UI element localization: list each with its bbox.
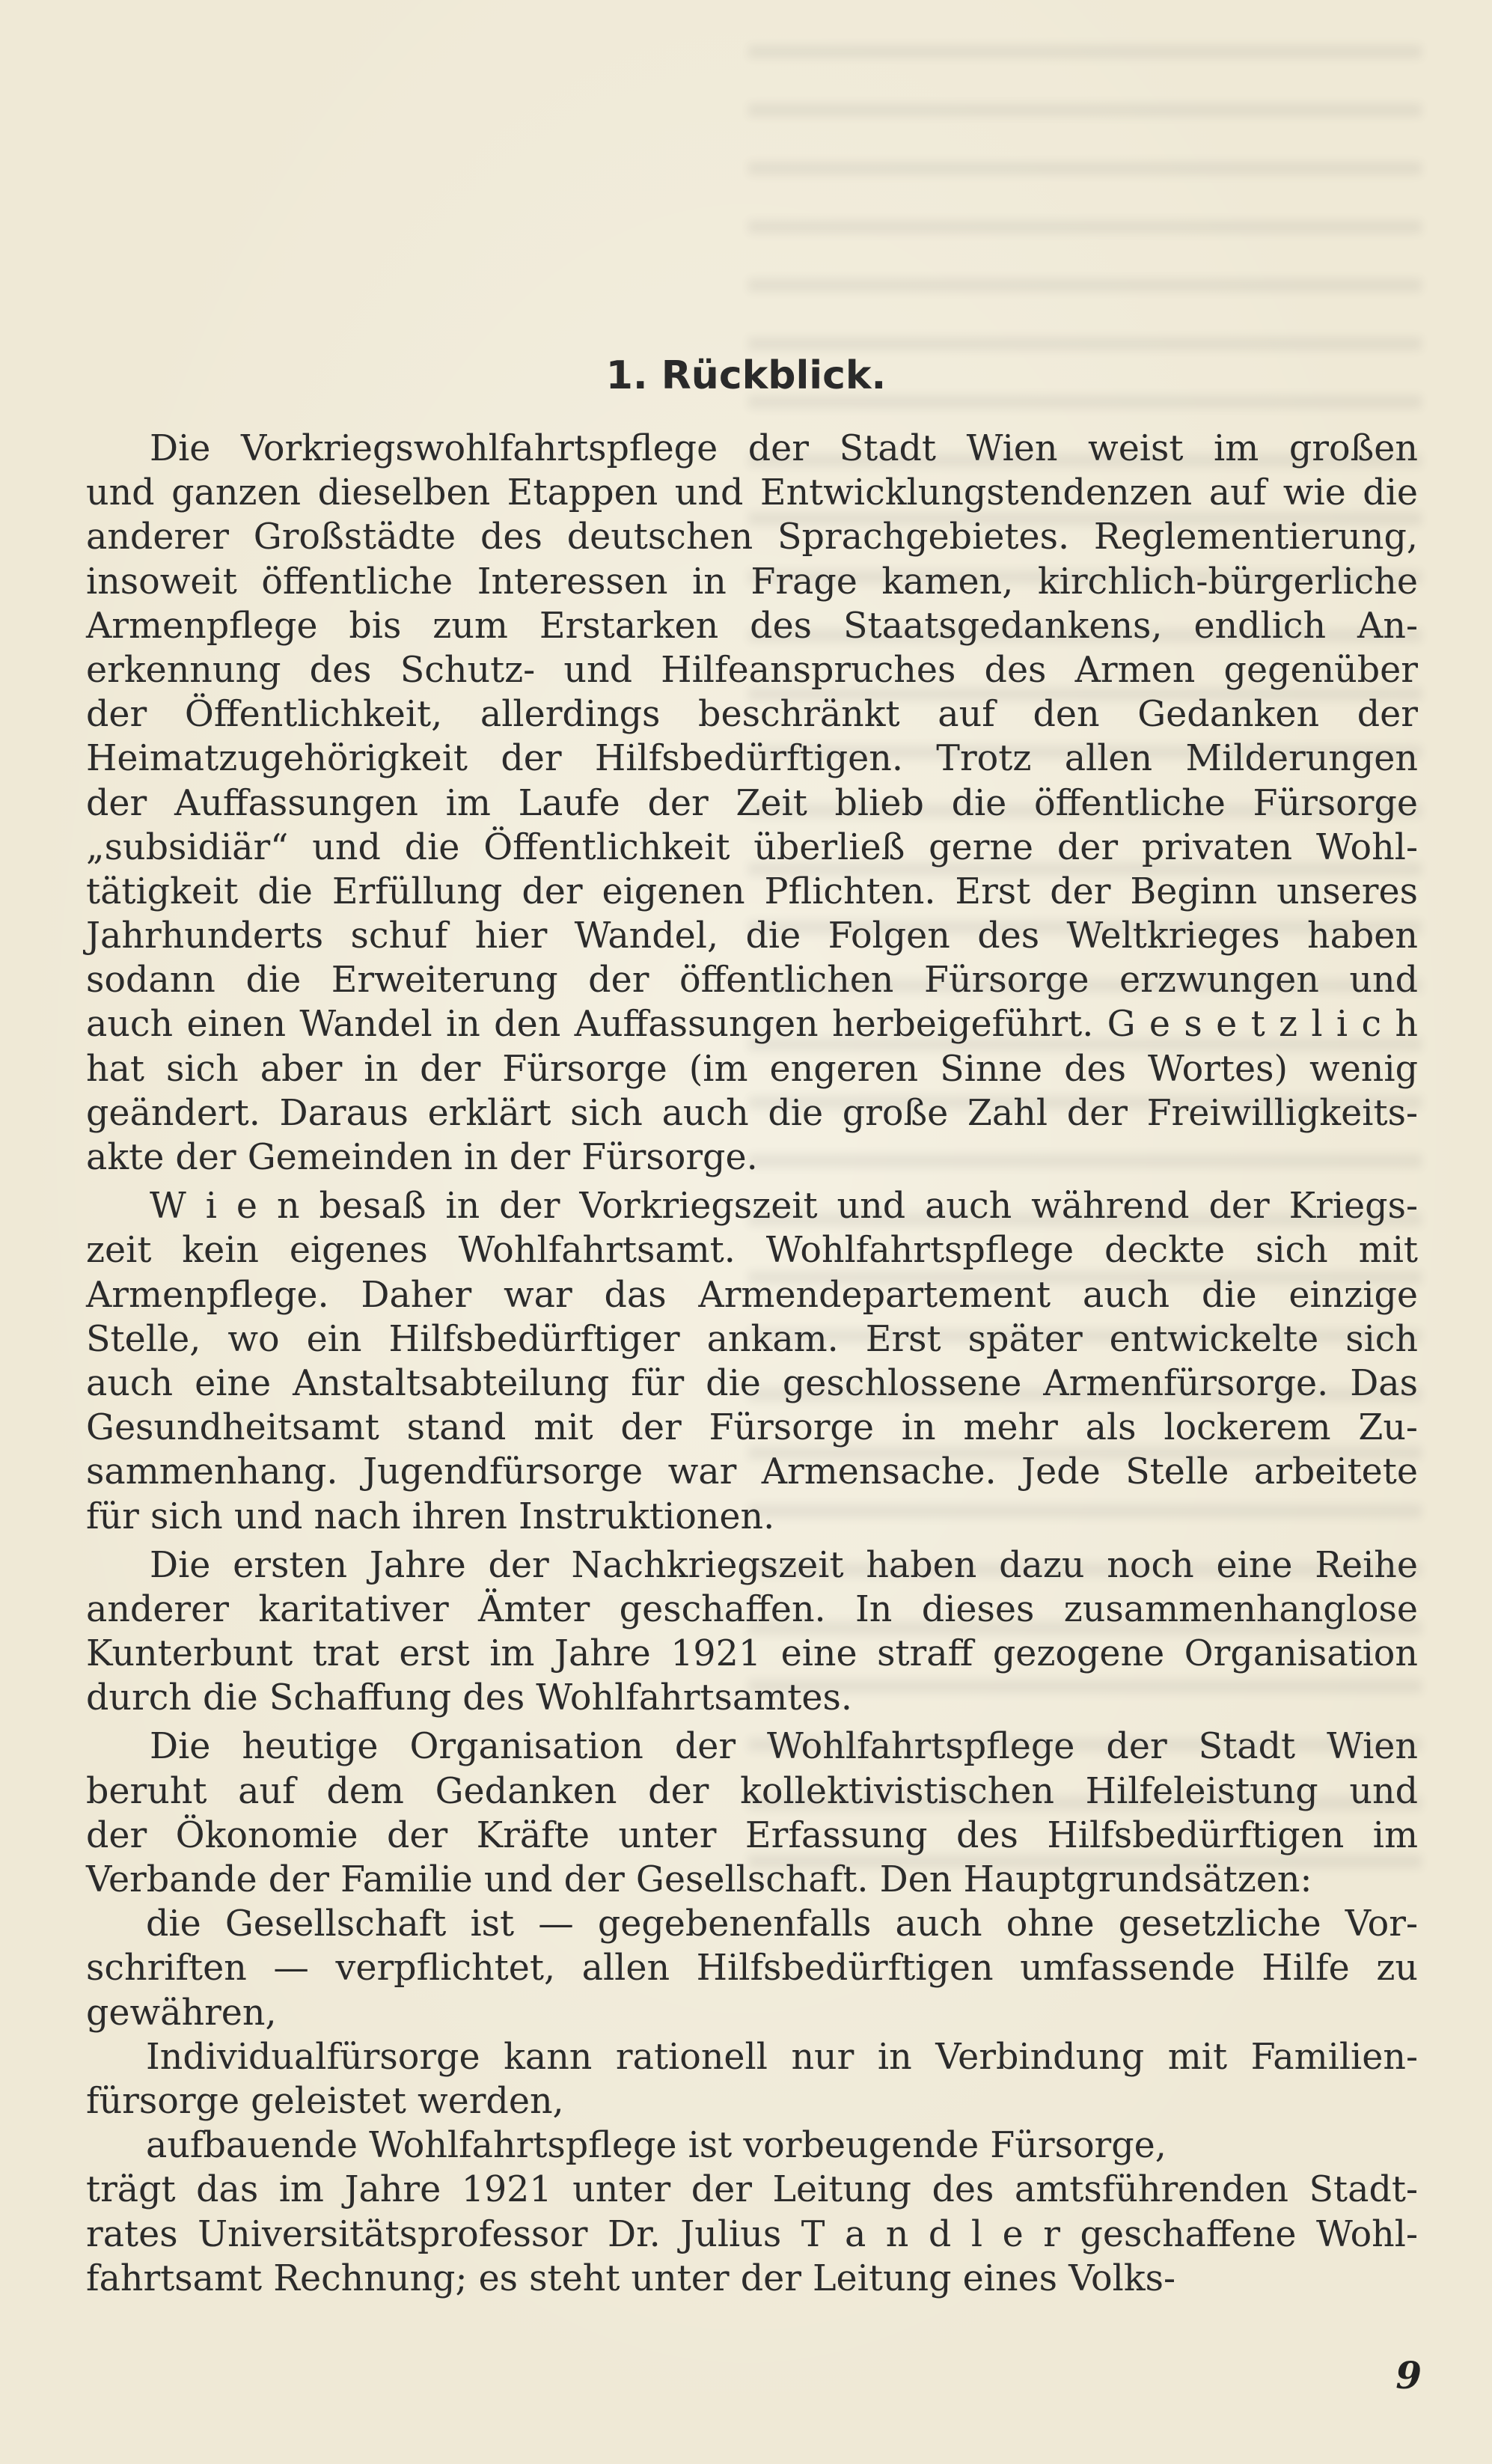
- text-line: Die Vorkriegswohlfahrtspflege der Stadt Wien weist im großen: [150, 428, 1418, 469]
- text-line: fahrtsamt Rechnung; es steht unter der Leitung eines Volks-: [86, 2257, 1176, 2299]
- text-line: rates Universitätsprofessor Dr. Julius T a n d l e r geschaffene Wohl-: [86, 2213, 1418, 2255]
- text-line: Jahrhunderts schuf hier Wandel, die Folgen des Weltkrieges haben: [86, 915, 1418, 957]
- text-line: hat sich aber in der Fürsorge (im engeren Sinne des Wortes) wenig: [86, 1048, 1418, 1090]
- paragraph: [86, 2168, 1418, 2301]
- text-line: schriften — verpflichtet, allen Hilfsbedürftigen umfassende Hilfe zu: [86, 1948, 1418, 1989]
- text-line: auch einen Wandel in den Auffassungen herbeigeführt. G e s e t z l i c h: [86, 1004, 1418, 1046]
- text-line: Stelle, wo ein Hilfsbedürftiger ankam. Erst später entwickelte sich: [86, 1318, 1418, 1360]
- page-number: 9: [1395, 2353, 1422, 2397]
- text-line: der Auffassungen im Laufe der Zeit blieb die öffentliche Fürsorge: [86, 782, 1418, 824]
- text-line: Gesundheitsamt stand mit der Fürsorge in mehr als lockerem Zu-: [86, 1407, 1418, 1449]
- text-line: Kunterbunt trat erst im Jahre 1921 eine straff gezogene Organisation: [86, 1633, 1418, 1675]
- text-line: auch eine Anstaltsabteilung für die geschlossene Armenfürsorge. Das: [86, 1362, 1418, 1404]
- text-line: für sich und nach ihren Instruktionen.: [86, 1495, 775, 1537]
- text-line: der Öffentlichkeit, allerdings beschränkt auf den Gedanken der: [86, 694, 1418, 736]
- text-line: W i e n besaß in der Vorkriegszeit und auch während der Kriegs-: [150, 1186, 1418, 1228]
- text-line: gewähren,: [86, 1992, 277, 2034]
- text-line: zeit kein eigenes Wohlfahrtsamt. Wohlfahrtspflege deckte sich mit: [86, 1230, 1418, 1272]
- paragraph: [86, 427, 1418, 1180]
- text-line: Die heutige Organisation der Wohlfahrtspflege der Stadt Wien: [150, 1726, 1418, 1768]
- text-line: akte der Gemeinden in der Fürsorge.: [86, 1137, 758, 1178]
- text-line: der Ökonomie der Kräfte unter Erfassung des Hilfsbedürftigen im: [86, 1814, 1418, 1856]
- text-line: Heimatzugehörigkeit der Hilfsbedürftigen. Trotz allen Milderungen: [86, 738, 1418, 780]
- paragraph: [86, 1184, 1418, 1539]
- text-line: die Gesellschaft ist — gegebenenfalls auch ohne gesetzliche Vor-: [146, 1903, 1418, 1945]
- list-item: [86, 1902, 1418, 2035]
- text-line: insoweit öffentliche Interessen in Frage kamen, kirchlich-bürgerliche: [86, 561, 1418, 603]
- text-line: fürsorge geleistet werden,: [86, 2080, 564, 2122]
- text-line: anderer karitativer Ämter geschaffen. In dieses zusammenhanglose: [86, 1588, 1418, 1630]
- text-line: Die ersten Jahre der Nachkriegszeit haben dazu noch eine Reihe: [150, 1544, 1418, 1586]
- text-line: sodann die Erweiterung der öffentlichen Fürsorge erzwungen und: [86, 960, 1418, 1001]
- list-item: [86, 2035, 1418, 2123]
- text-line: und ganzen dieselben Etappen und Entwicklungstendenzen auf wie die: [86, 472, 1418, 514]
- text-line: durch die Schaffung des Wohlfahrtsamtes.: [86, 1677, 852, 1719]
- text-line: anderer Großstädte des deutschen Sprachgebietes. Reglementierung,: [86, 516, 1418, 558]
- text-line: erkennung des Schutz- und Hilfeanspruches des Armen gegenüber: [86, 649, 1418, 691]
- text-line: sammenhang. Jugendfürsorge war Armensache. Jede Stelle arbeitete: [86, 1451, 1418, 1493]
- text-line: Individualfürsorge kann rationell nur in Verbindung mit Familien-: [146, 2036, 1418, 2078]
- text-line: Verbande der Familie und der Gesellschaft. Den Hauptgrundsätzen:: [86, 1859, 1312, 1900]
- text-line: Armenpflege. Daher war das Armendepartement auch die einzige: [86, 1274, 1418, 1316]
- text-line: beruht auf dem Gedanken der kollektivistischen Hilfeleistung und: [86, 1770, 1418, 1812]
- text-line: Armenpflege bis zum Erstarken des Staatsgedankens, endlich An-: [86, 605, 1418, 647]
- list-item: [86, 2123, 1418, 2168]
- text-line: „subsidiär“ und die Öffentlichkeit überließ gerne der privaten Wohl-: [86, 826, 1418, 868]
- body-text: [86, 427, 1418, 2301]
- text-line: aufbauende Wohlfahrtspflege ist vorbeugende Fürsorge,: [146, 2125, 1167, 2167]
- text-line: tätigkeit die Erfüllung der eigenen Pflichten. Erst der Beginn unseres: [86, 870, 1418, 912]
- text-line: trägt das im Jahre 1921 unter der Leitung des amtsführenden Stadt-: [86, 2169, 1418, 2211]
- section-heading: 1. Rückblick.: [605, 353, 887, 398]
- text-line: geändert. Daraus erklärt sich auch die große Zahl der Freiwilligkeits-: [86, 1092, 1418, 1134]
- paragraph: [86, 1725, 1418, 1902]
- paragraph: [86, 1543, 1418, 1721]
